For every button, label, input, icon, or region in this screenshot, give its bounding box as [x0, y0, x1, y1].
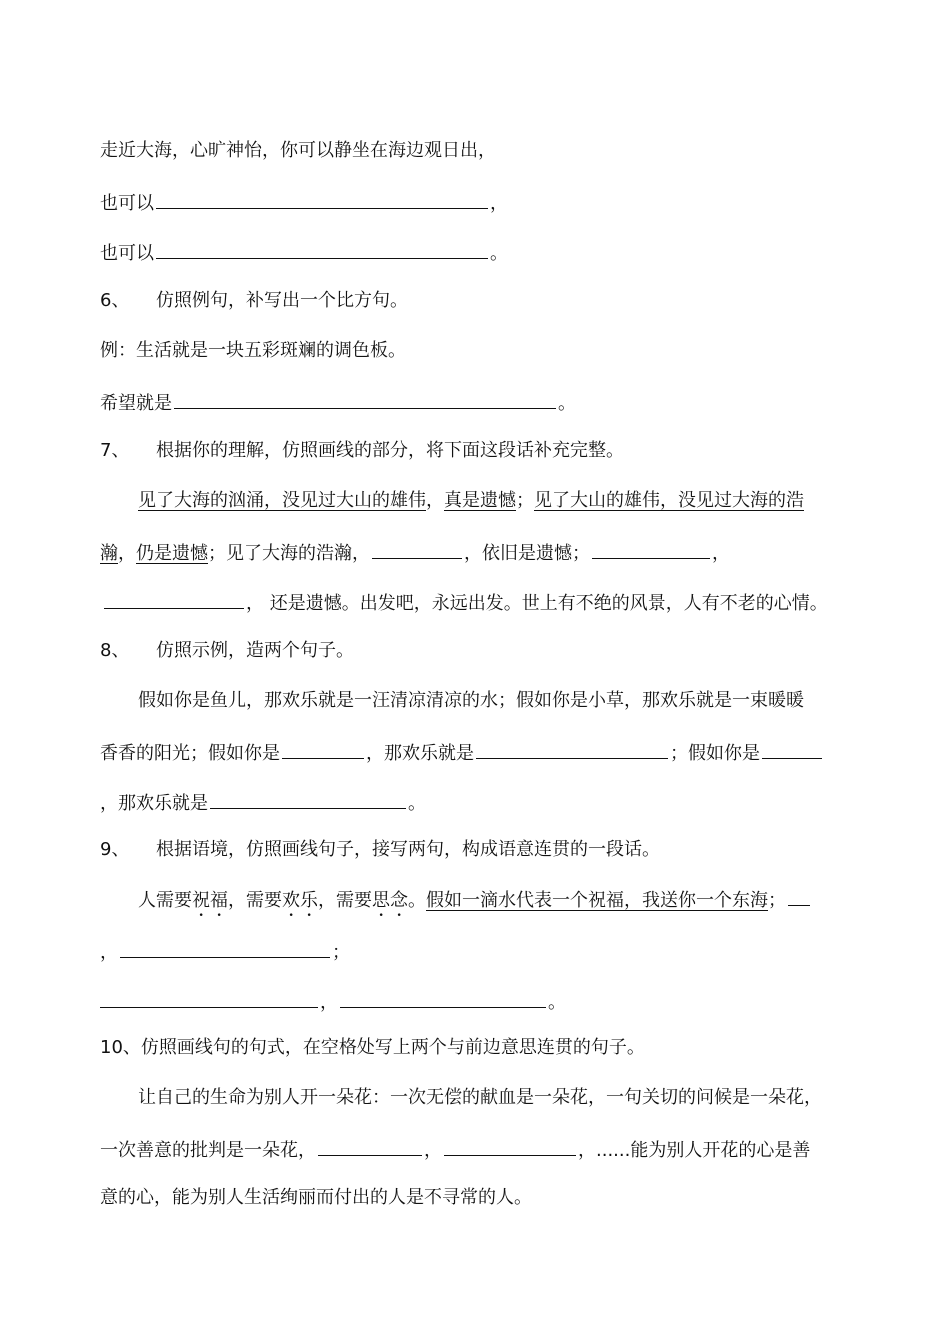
text: 。 — [548, 992, 566, 1013]
paragraph-text: 假如你是鱼儿，那欢乐就是一汪清凉清凉的水；假如你是小草，那欢乐就是一束暖暖 — [138, 690, 804, 711]
q10-para-line3 — [100, 1186, 860, 1210]
underlined-text: 瀚 — [100, 543, 118, 564]
text: 香香的阳光；假如你是 — [100, 743, 280, 764]
text: ， — [100, 942, 118, 963]
text: ； — [332, 942, 350, 963]
q9-para-line3 — [100, 988, 860, 1012]
q9-para-line1 — [138, 886, 860, 910]
q7-para-line2 — [100, 539, 860, 563]
emphasis-text: 祝福 — [192, 890, 228, 911]
answer-blank[interactable] — [476, 739, 668, 759]
text: ， — [320, 992, 338, 1013]
answer-blank[interactable] — [340, 988, 546, 1008]
s5-line1 — [100, 139, 860, 163]
question-number: 7、 — [100, 440, 130, 461]
answer-blank[interactable] — [156, 189, 488, 209]
answer-prefix: 希望就是 — [100, 393, 172, 414]
example-text: 例：生活就是一块五彩斑斓的调色板。 — [100, 340, 406, 361]
s5-text: 走近大海，心旷神怡，你可以静坐在海边观日出， — [100, 140, 496, 161]
s5-prefix: 也可以 — [100, 193, 154, 214]
q10-para-line2 — [100, 1136, 860, 1160]
q8-para-line3 — [100, 789, 860, 813]
text: ，需要 — [228, 890, 282, 911]
text: ，那欢乐就是 — [366, 743, 474, 764]
underlined-sentence: 假如一滴水代表一个祝福，我送你一个东海 — [426, 890, 768, 911]
answer-blank[interactable] — [788, 886, 810, 906]
paragraph-text: 让自己的生命为别人开一朵花：一次无偿的献血是一朵花，一句关切的问候是一朵花， — [138, 1087, 822, 1108]
emphasis-text: 欢乐 — [282, 890, 318, 911]
text: ；见了大海的浩瀚， — [208, 543, 370, 564]
answer-blank[interactable] — [156, 239, 488, 259]
text: ， — [712, 543, 730, 564]
answer-blank[interactable] — [104, 589, 244, 609]
text: ，那欢乐就是 — [100, 793, 208, 814]
q6-example — [100, 339, 860, 363]
answer-blank[interactable] — [210, 789, 406, 809]
answer-end: 。 — [558, 393, 576, 414]
answer-blank[interactable] — [282, 739, 364, 759]
underlined-text: 真是遗憾 — [444, 490, 516, 511]
question-number: 8、 — [100, 640, 130, 661]
text: ； — [516, 490, 534, 511]
question-prompt: 仿照画线句的句式，在空格处写上两个与前边意思连贯的句子。 — [140, 1037, 645, 1058]
text: ，需要 — [318, 890, 372, 911]
q7-heading — [100, 439, 860, 463]
text: 。 — [408, 793, 426, 814]
q8-heading — [100, 639, 860, 663]
q6-answer — [100, 389, 860, 413]
q8-para-line1 — [138, 689, 860, 713]
q10-heading — [100, 1036, 860, 1060]
q6-heading — [100, 289, 860, 313]
text: ；假如你是 — [670, 743, 760, 764]
underlined-text: 仍是遗憾 — [136, 543, 208, 564]
answer-blank[interactable] — [100, 988, 318, 1008]
answer-blank[interactable] — [174, 389, 556, 409]
answer-blank[interactable] — [318, 1136, 422, 1156]
answer-blank[interactable] — [120, 938, 330, 958]
answer-blank[interactable] — [592, 539, 710, 559]
text: 。 — [408, 890, 426, 911]
question-prompt: 根据语境，仿照画线句子，接写两句，构成语意连贯的一段话。 — [156, 839, 660, 860]
emphasis-text: 思念 — [372, 890, 408, 911]
text: 人需要 — [138, 890, 192, 911]
question-prompt: 根据你的理解，仿照画线的部分，将下面这段话补充完整。 — [156, 440, 624, 461]
underlined-text: 见了大山的雄伟，没见过大海的浩 — [534, 490, 804, 511]
q7-para-line3 — [104, 589, 860, 613]
question-number: 9、 — [100, 839, 130, 860]
text: 一次善意的批判是一朵花， — [100, 1140, 316, 1161]
s5-line2 — [100, 189, 860, 213]
q9-para-line2 — [100, 938, 860, 962]
text: ， — [118, 543, 136, 564]
s5-end: 。 — [490, 243, 508, 264]
question-number: 10、 — [100, 1037, 141, 1058]
text: ，依旧是遗憾； — [464, 543, 590, 564]
paragraph-text: 意的心，能为别人生活绚丽而付出的人是不寻常的人。 — [100, 1187, 532, 1208]
s5-end: ， — [490, 193, 508, 214]
text: ； — [768, 890, 786, 911]
q7-para-line1 — [138, 489, 860, 513]
question-number: 6、 — [100, 290, 130, 311]
text: ， — [426, 490, 444, 511]
q9-heading — [100, 838, 860, 862]
s5-prefix: 也可以 — [100, 243, 154, 264]
answer-blank[interactable] — [762, 739, 822, 759]
text: ， — [424, 1140, 442, 1161]
underlined-text: 见了大海的汹涌，没见过大山的雄伟 — [138, 490, 426, 511]
text: ，......能为别人开花的心是善 — [578, 1140, 811, 1161]
s5-line3 — [100, 239, 860, 263]
question-prompt: 仿照示例，造两个句子。 — [156, 640, 354, 661]
q8-para-line2 — [100, 739, 860, 763]
answer-blank[interactable] — [444, 1136, 576, 1156]
text: ， 还是遗憾。出发吧，永远出发。世上有不绝的风景，人有不老的心情。 — [246, 593, 828, 614]
q10-para-line1 — [138, 1086, 860, 1110]
question-prompt: 仿照例句，补写出一个比方句。 — [156, 290, 408, 311]
answer-blank[interactable] — [372, 539, 462, 559]
